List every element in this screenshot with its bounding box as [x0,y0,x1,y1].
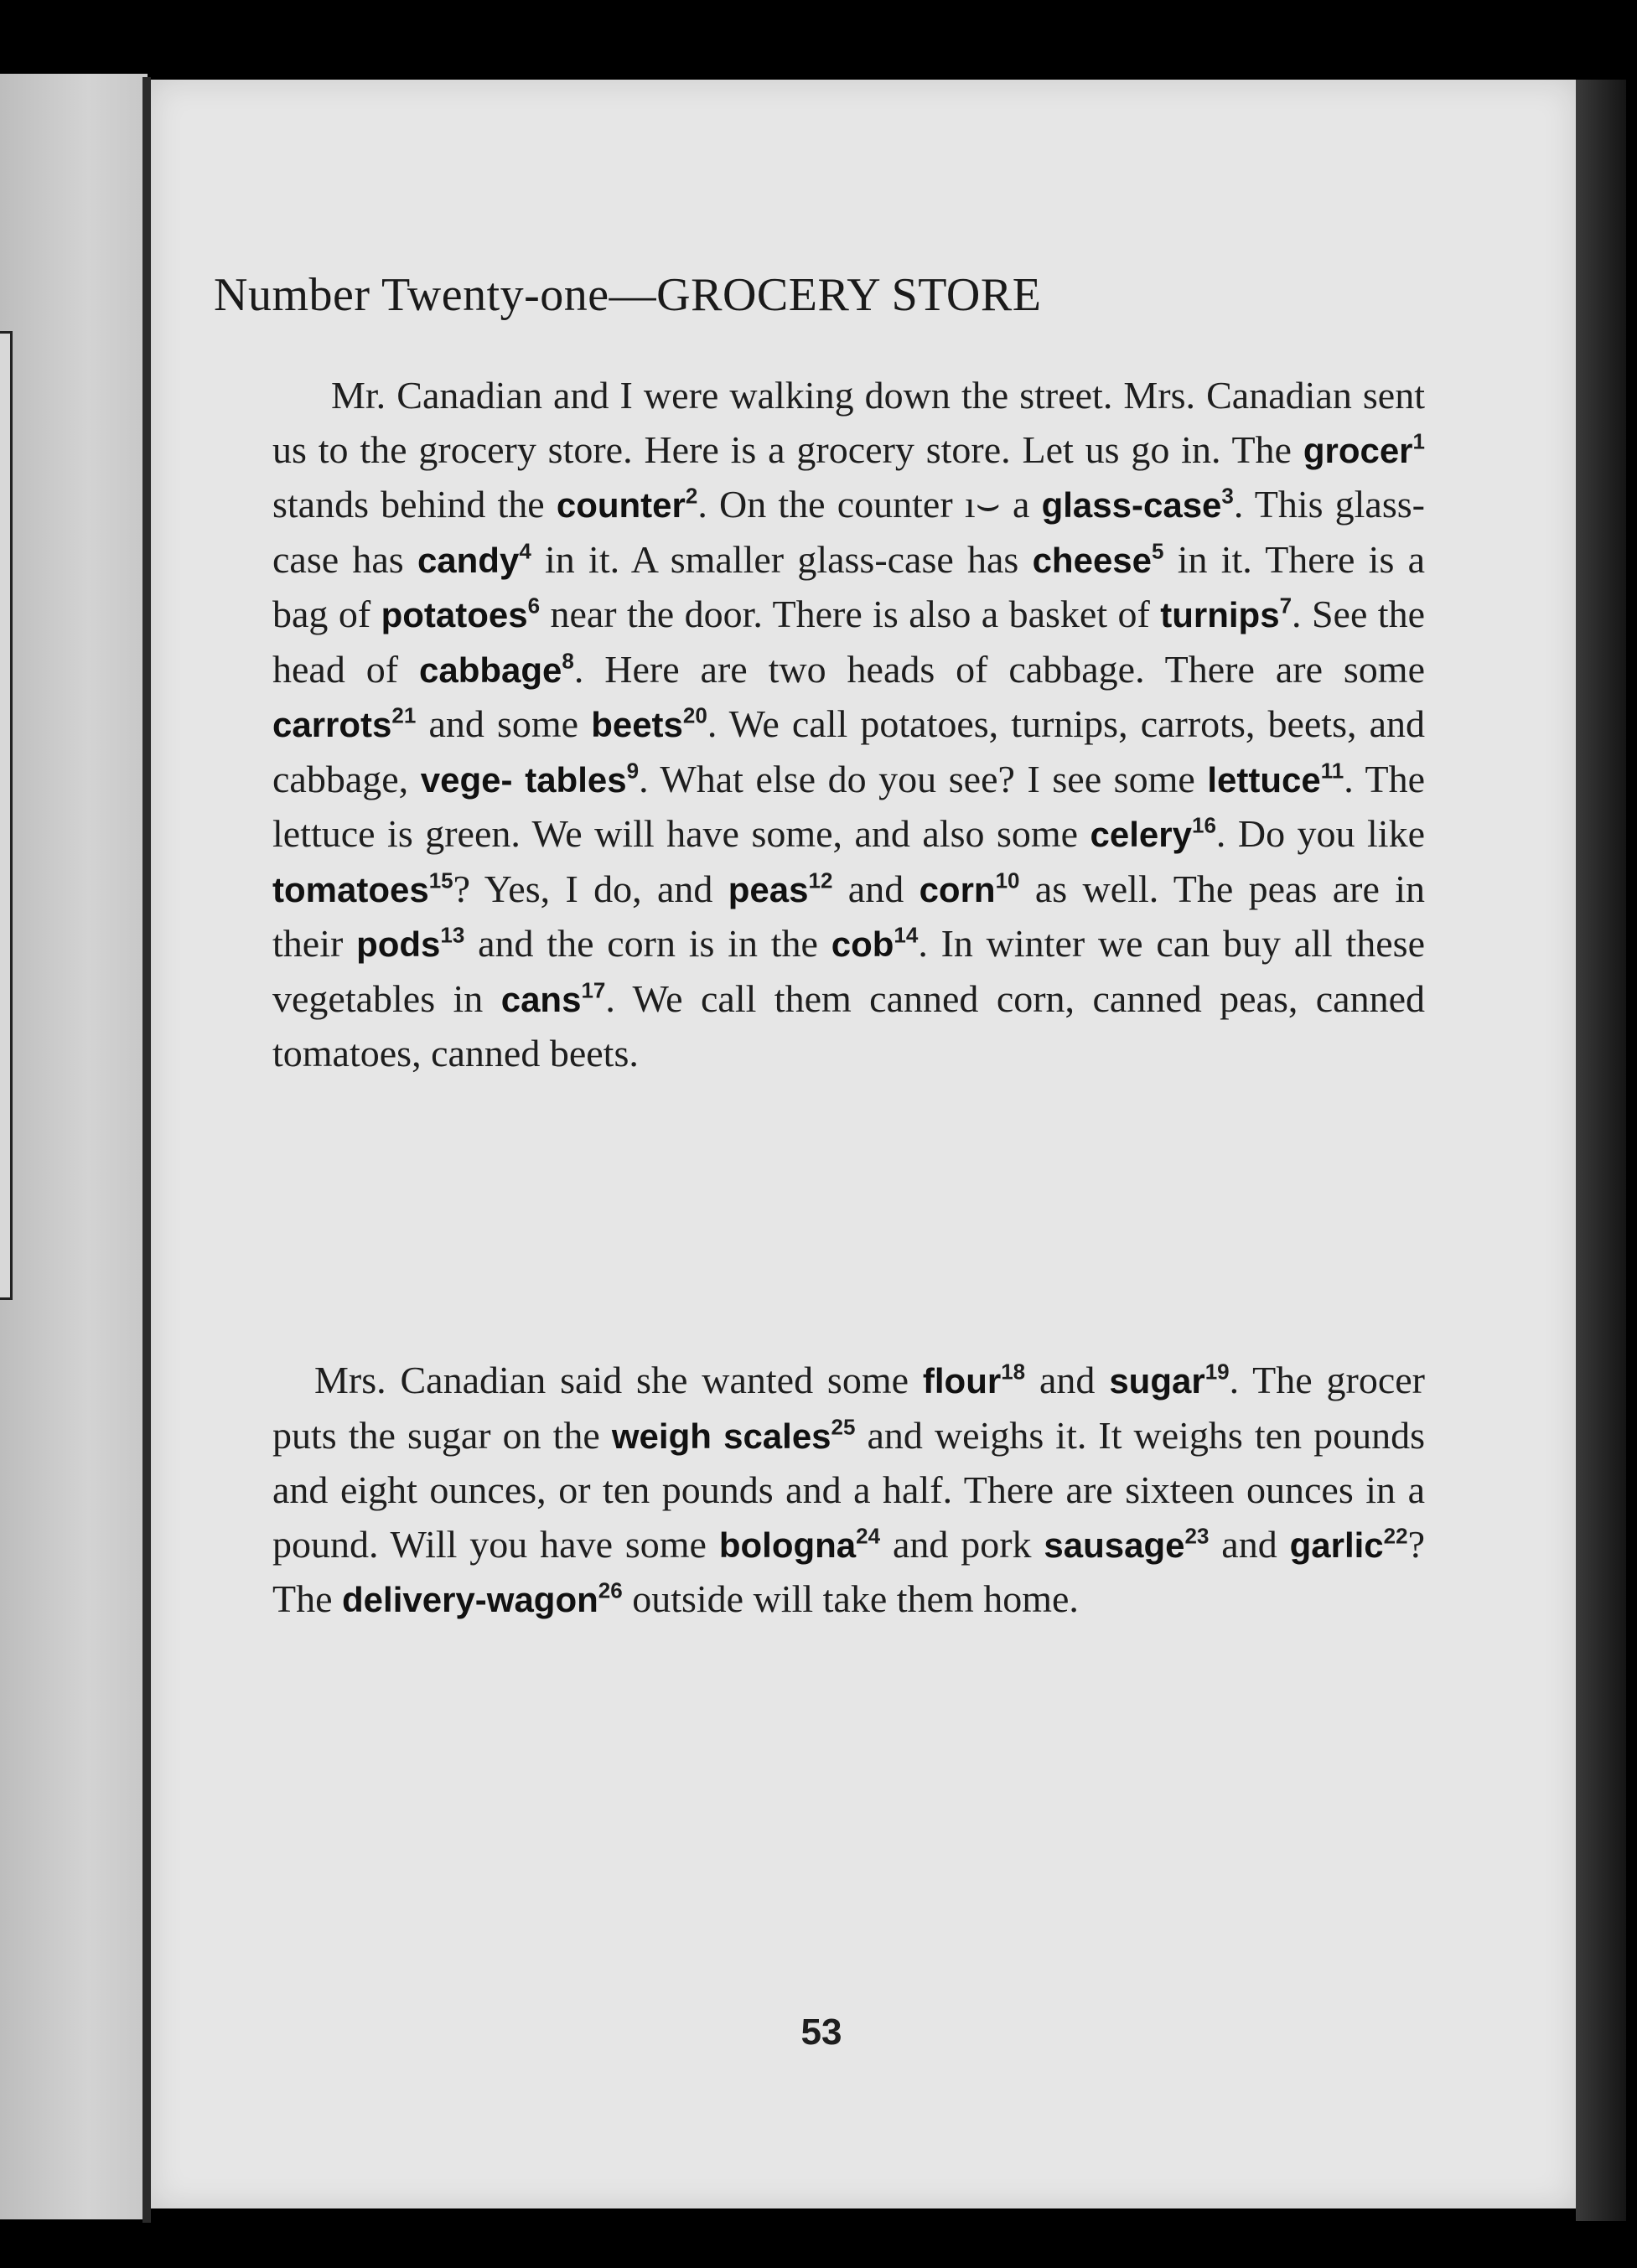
reference-number: 10 [995,867,1020,893]
vocab-word: counter [556,485,686,525]
vocab-word: glass-case [1041,485,1222,525]
reference-number: 11 [1320,758,1344,784]
paragraph-2: Mrs. Canadian said she wanted some flour$^{18}$ and sugar$^{19}$. The grocer puts the sugar on the weigh scales$^{25}$ and weighs it. It weighs ten pounds and eight ounces, or ten pounds and a half. There are sixteen ounces in a pound. Will you have some bologna$^{24}$ and pork sausage$^{23}$ and garlic$^{22}$? The delivery-wagon$^{26}$ outside will take them home. [272,1359,1426,1620]
vocab-word: potatoes [381,595,528,634]
vocab-word: sugar [1109,1361,1205,1401]
book-gutter [142,77,151,2223]
reference-number: 21 [391,702,417,728]
reference-number: 7 [1279,593,1293,619]
reference-number: 18 [1001,1359,1026,1385]
reference-number: 6 [527,593,541,619]
reference-number: 2 [685,483,698,509]
reference-number: 1 [1412,428,1425,454]
page-stack-edge [1576,80,1626,2221]
vocab-word: vege- tables [420,759,627,800]
reference-number: 4 [519,538,531,564]
facing-page-frame [0,331,13,1300]
vocab-word: delivery-wagon [342,1580,598,1619]
vocab-word: cans [500,979,582,1019]
reference-number: 24 [856,1523,881,1549]
vocab-word: celery [1090,815,1192,854]
reference-number: 15 [428,867,453,893]
lesson-title: Number Twenty-one—GROCERY STORE [214,269,1042,321]
vocab-word: turnips [1160,595,1280,634]
vocab-word: bologna [718,1525,857,1565]
reference-number: 13 [440,922,465,948]
reference-number: 9 [626,758,640,784]
vocab-word: peas [728,869,809,909]
reference-number: 20 [682,702,707,728]
reference-number: 23 [1184,1523,1210,1549]
reference-number: 8 [562,648,574,674]
paragraph-1: Mr. Canadian and I were walking down the street. Mrs. Canadian sent us to the grocery store. Here is a grocery store. Let us go in. The grocer$^1$ stands behind the counter$^2$. On the counter ı⌣ a glass-case$^3$. This glass-case has candy$^4$ in it. A smaller glass-case has cheese$^5$ in it. There is a bag of potatoes$^6$ near the door. There is also a basket of turnips$^7$. See the head of cabbage$^8$. Here are two heads of cabbage. There are some carrots$^{21}$ and some beets$^{20}$. We call potatoes, turnips, carrots, beets, and cabbage, vege- tables$^9$. What else do you see? I see some lettuce$^{11}$. The lettuce is green. We will have some, and also some celery$^{16}$. Do you like tomatoes$^{15}$? Yes, I do, and peas$^{12}$ and corn$^{10}$ as well. The peas are in their pods$^{13}$ and the corn is in the cob$^{14}$. In winter we can buy all these vegetables in cans$^{17}$. We call them canned corn, canned peas, canned tomatoes, canned beets. [272,374,1426,1074]
reference-number: 14 [894,922,919,948]
reference-number: 17 [581,977,606,1003]
vocab-word: cheese [1032,540,1153,580]
reference-number: 16 [1191,812,1216,838]
reference-number: 5 [1152,538,1164,564]
vocab-word: grocer [1303,430,1413,470]
vocab-word: flour [922,1361,1002,1401]
vocab-word: lettuce [1207,759,1321,800]
vocab-word: sausage [1044,1525,1185,1565]
reference-number: 12 [808,867,833,893]
vocab-word: tomatoes [272,869,429,909]
vocab-word: corn [919,869,996,909]
vocab-word: carrots [272,705,392,744]
vocab-word: garlic [1289,1525,1384,1565]
vocab-word: cabbage [418,650,562,690]
vocab-word: weigh scales [611,1416,831,1456]
vocab-word: beets [591,705,683,744]
reference-number: 26 [598,1577,623,1603]
reference-number: 19 [1204,1359,1230,1385]
vocab-word: pods [356,924,441,964]
reference-number: 25 [831,1414,856,1440]
vocab-word: candy [417,540,520,580]
vocab-word: cob [831,924,894,964]
reference-number: 22 [1383,1523,1408,1549]
page-number: 53 [800,2012,842,2053]
reference-number: 3 [1221,483,1234,509]
facing-page-edge [0,74,148,2219]
